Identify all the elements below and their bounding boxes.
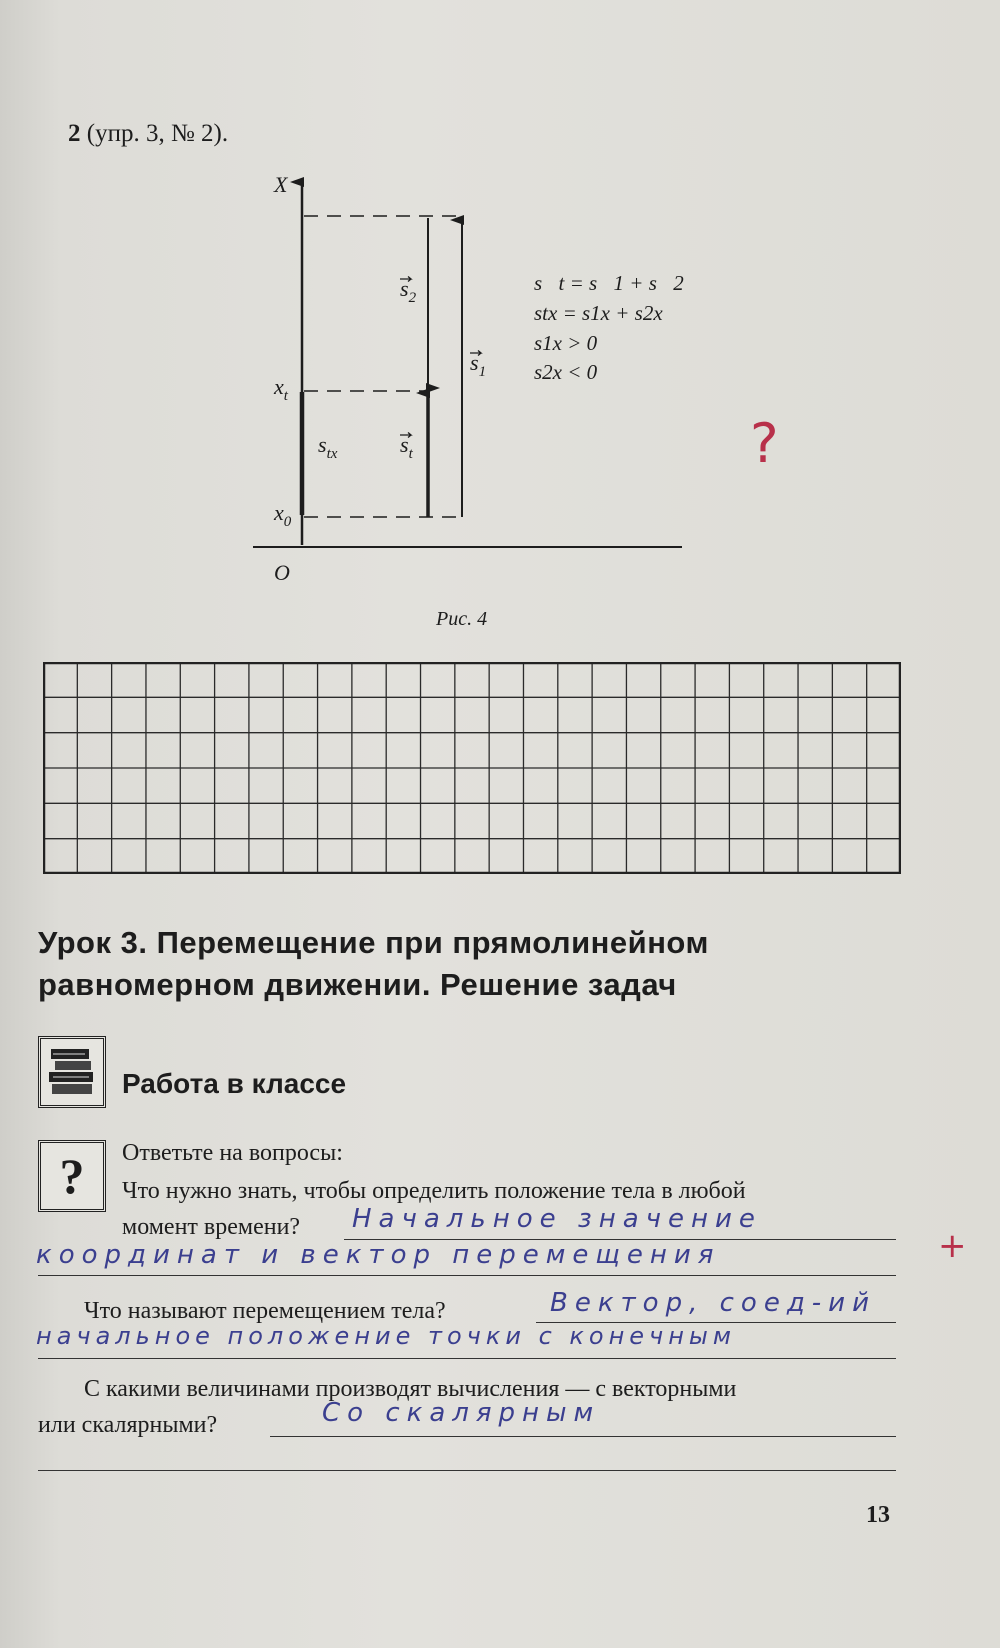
answer-1-text-1: Начальное значение <box>352 1204 762 1234</box>
equation-3: s1x > 0 <box>534 331 598 355</box>
stx-label: $s_{tx}$ <box>318 432 338 462</box>
books-icon <box>38 1036 106 1108</box>
question-3-line-2: или скалярными? <box>38 1412 218 1438</box>
classwork-title: Работа в классе <box>122 1068 347 1099</box>
lesson-title <box>38 922 938 1006</box>
x-axis-label: X <box>274 172 288 197</box>
displacement-figure <box>0 0 1000 600</box>
answer-3-line-1[interactable] <box>270 1436 896 1437</box>
task-reference: (упр. 3, № 2). <box>86 120 229 147</box>
page-number: 13 <box>866 1502 890 1528</box>
answer-1-line-2[interactable] <box>38 1275 896 1276</box>
answer-1-text-2: координат и вектор перемещения <box>36 1240 721 1270</box>
s1-label: $s_1$ <box>470 350 487 380</box>
answer-2-line-2[interactable] <box>38 1358 896 1359</box>
question-3-line-1: С какими величинами производят вычисления — с векторными <box>84 1376 737 1402</box>
origin-label: O <box>274 560 290 585</box>
lesson-title-line-1: Урок 3. Перемещение при прямолинейном <box>38 925 709 960</box>
figure-caption: Рис. 4 <box>436 608 488 630</box>
question-2: Что называют перемещением тела? <box>84 1298 446 1324</box>
task-number: 2 <box>68 120 81 147</box>
answer-2-text-2: начальное положение точки с конечным <box>36 1322 736 1350</box>
xt-label: $x_t$ <box>274 374 288 404</box>
s2-label: $s_2$ <box>400 276 417 306</box>
red-plus-mark: + <box>938 1226 967 1266</box>
answer-3-text: Со скалярным <box>322 1398 601 1428</box>
red-question-mark: ? <box>750 412 779 475</box>
equation-2: stx = s1x + s2x <box>534 301 663 325</box>
equation-1: s⃗t = s⃗1 + s⃗2 <box>534 271 684 295</box>
lesson-title-line-2: равномерном движении. Решение задач <box>38 967 677 1002</box>
x0-label: $x_0$ <box>274 500 292 530</box>
st-label: $s_t$ <box>400 432 413 462</box>
question-icon: ? <box>38 1140 106 1212</box>
answer-3-line-2[interactable] <box>38 1470 896 1471</box>
equation-4: s2x < 0 <box>534 360 598 384</box>
question-1-line-2: момент времени? <box>122 1214 301 1240</box>
questions-intro: Ответьте на вопросы: <box>122 1140 343 1166</box>
answer-2-text-1: Вектор, соед-ий <box>550 1288 876 1318</box>
question-1-line-1: Что нужно знать, чтобы определить положение тела в любой <box>122 1178 746 1204</box>
answer-grid[interactable] <box>43 662 901 874</box>
